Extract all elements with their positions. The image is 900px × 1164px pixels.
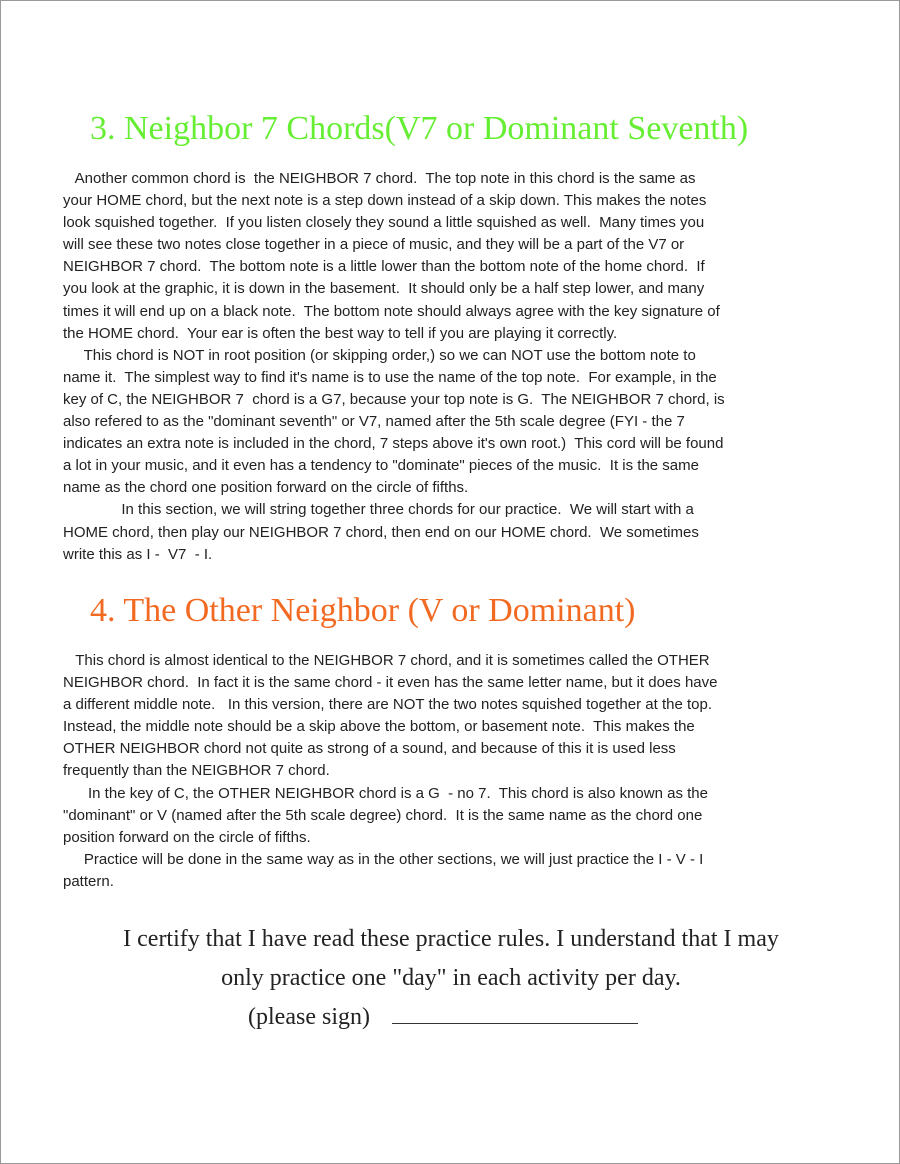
paragraph-line: NEIGHBOR chord. In fact it is the same chord - it even has the same letter name, but it does have	[63, 674, 718, 692]
section-4-body	[63, 650, 853, 893]
paragraph-line: a lot in your music, and it even has a tendency to "dominate" pieces of the music. It is the same	[63, 457, 699, 475]
paragraph-line: the HOME chord. Your ear is often the best way to tell if you are playing it correctly.	[63, 324, 618, 342]
paragraph-line: your HOME chord, but the next note is a step down instead of a skip down. This makes the notes	[63, 192, 707, 210]
paragraph-line: This chord is almost identical to the NEIGHBOR 7 chord, and it is sometimes called the OTHER	[63, 652, 710, 669]
paragraph-line: NEIGHBOR 7 chord. The bottom note is a little lower than the bottom note of the home chord. If	[63, 258, 705, 276]
paragraph-line: a different middle note. In this version, there are NOT the two notes squished together at the top.	[63, 696, 712, 714]
paragraph-line: Practice will be done in the same way as in the other sections, we will just practice the I - V - I	[63, 850, 704, 868]
paragraph-line: write this as I - V7 - I.	[63, 545, 213, 563]
paragraph-line: Instead, the middle note should be a skip above the bottom, or basement note. This makes the	[63, 718, 695, 736]
section-4-heading: 4. The Other Neighbor (V or Dominant)	[90, 592, 636, 629]
paragraph-line: pattern.	[63, 872, 114, 890]
paragraph-line: you look at the graphic, it is down in the basement. It should only be a half step lower, and many	[63, 280, 705, 298]
paragraph-line: frequently than the NEIGBHOR 7 chord.	[63, 762, 330, 780]
paragraph-line: indicates an extra note is included in the chord, 7 steps above it's own root.) This cord will be found	[63, 435, 724, 453]
certification-line-1: I certify that I have read these practice rules. I understand that I may	[123, 926, 779, 952]
paragraph-line: position forward on the circle of fifths.	[63, 828, 311, 846]
paragraph-line: will see these two notes close together in a piece of music, and they will be a part of the V7 or	[63, 236, 685, 254]
paragraph-line: This chord is NOT in root position (or skipping order,) so we can NOT use the bottom note to	[63, 346, 696, 364]
signature-row	[0, 998, 893, 1037]
section-3-heading: 3. Neighbor 7 Chords(V7 or Dominant Seventh)	[90, 110, 749, 147]
paragraph-line: In the key of C, the OTHER NEIGHBOR chord is a G - no 7. This chord is also known as the	[63, 784, 708, 802]
paragraph-line: name it. The simplest way to find it's name is to use the name of the top note. For example, in the	[63, 368, 717, 386]
paragraph-line: name as the chord one position forward on the circle of fifths.	[63, 479, 469, 497]
paragraph-line: key of C, the NEIGHBOR 7 chord is a G7, because your top note is G. The NEIGHBOR 7 chord, is	[63, 390, 725, 408]
paragraph-line: look squished together. If you listen closely they sound a little squished as well. Many times you	[63, 214, 705, 232]
paragraph-line: "dominant" or V (named after the 5th scale degree) chord. It is the same name as the chord one	[63, 806, 703, 824]
paragraph-line: In this section, we will string together three chords for our practice. We will start with a	[63, 501, 694, 519]
paragraph-line: Another common chord is the NEIGHBOR 7 chord. The top note in this chord is the same as	[63, 170, 696, 187]
certification-line-2: only practice one "day" in each activity per day.	[221, 965, 681, 991]
signature-line[interactable]	[392, 998, 638, 1024]
sign-label: (please sign)	[248, 1004, 370, 1030]
paragraph-line: OTHER NEIGHBOR chord not quite as strong of a sound, and because of this it is used less	[63, 740, 676, 758]
paragraph-line: also refered to as the "dominant seventh" or V7, named after the 5th scale degree (FYI - the 7	[63, 413, 685, 431]
section-3-body	[63, 168, 853, 566]
paragraph-line: times it will end up on a black note. The bottom note should always agree with the key signature of	[63, 302, 720, 320]
paragraph-line: HOME chord, then play our NEIGHBOR 7 chord, then end on our HOME chord. We sometimes	[63, 523, 699, 541]
